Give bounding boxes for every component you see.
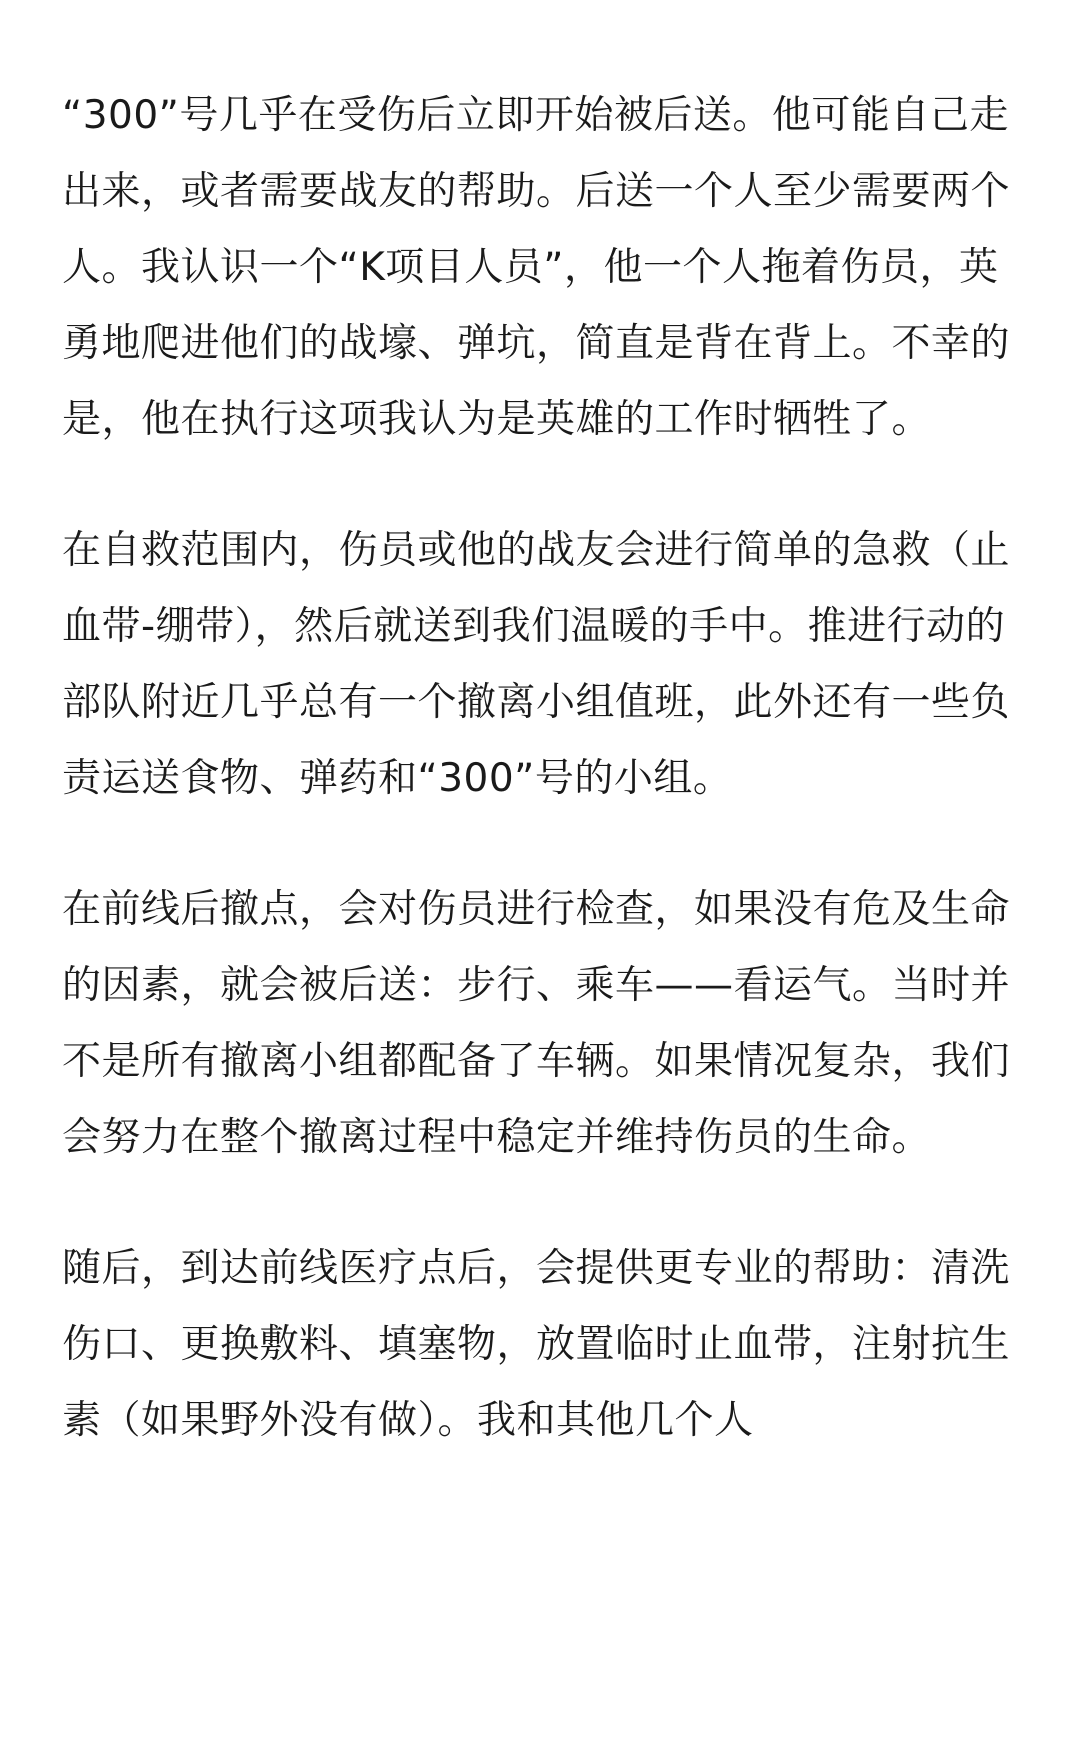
paragraph-triage: 在前线后撤点，会对伤员进行检查，如果没有危及生命的因素，就会被后送：步行、乘车——看运气。当时并不是所有撤离小组都配备了车辆。如果情况复杂，我们会努力在整个撤离过程中稳定并维持伤员的生命。: [62, 887, 1011, 1160]
article-body: [62, 78, 1022, 1459]
paragraph-medical-point: 随后，到达前线医疗点后，会提供更专业的帮助：清洗伤口、更换敷料、填塞物，放置临时止血带，注射抗生素（如果野外没有做）。我和其他几个人: [62, 1246, 1011, 1443]
paragraph-evacuation: “300”号几乎在受伤后立即开始被后送。他可能自己走出来，或者需要战友的帮助。后送一个人至少需要两个人。我认识一个“K项目人员”，他一个人拖着伤员，英勇地爬进他们的战壕、弹坑，简直是背在背上。不幸的是，他在执行这项我认为是英雄的工作时牺牲了。: [62, 93, 1011, 442]
paragraph-self-aid: 在自救范围内，伤员或他的战友会进行简单的急救（止血带-绷带），然后就送到我们温暖的手中。推进行动的部队附近几乎总有一个撤离小组值班，此外还有一些负责运送食物、弹药和“300”号的小组。: [62, 528, 1011, 801]
